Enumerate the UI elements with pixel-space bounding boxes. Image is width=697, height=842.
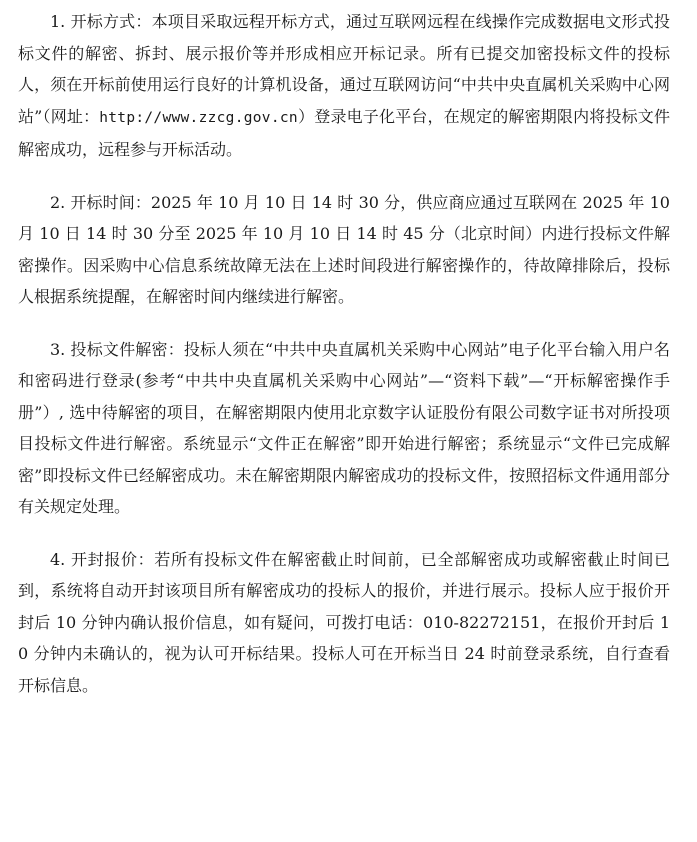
paragraph-3-text: 投标文件解密：投标人须在“中共中央直属机关采购中心网站”电子化平台输入用户名和密码进行登录(参考“中共中央直属机关采购中心网站”—“资料下载”—“开标解密操作手册”）, 选中待解密的项目，在解密期限内使用北京数字认证股份有限公司数字证书对所投项目投标文件进行解密。系统显示“文件正在解密”即开始进行解密；系统显示“文件已完成解密”即投标文件已经解密成功。未在解密期限内解密成功的投标文件，按照招标文件通用部分有关规定处理。 (18, 339, 670, 516)
paragraph-1-text-before: 开标方式：本项目采取远程开标方式，通过互联网远程在线操作完成数据电文形式投标文件的解密、拆封、展示报价等并形成相应开标记录。所有已提交加密投标文件的投标人，须在开标前使用运行良好的计算机设备，通过互联网访问“中共中央直属机关采购中心网站”（网址： (18, 12, 670, 126)
paragraph-1-text-after: ）登录电子化平台，在规定的解密期限内将投标文件解密成功，远程参与开标活动。 (18, 106, 670, 159)
paragraph-4-text: 开封报价：若所有投标文件在解密截止时间前，已全部解密成功或解密截止时间已到，系统将自动开封该项目所有解密成功的投标人的报价，并进行展示。投标人应于报价开封后 10 分钟内确认报价信息，如有疑问，可拨打电话：010-82272151，在报价开封后 10 分钟内未确认的，视为认可开标结果。投标人可在开标当日 24 时前登录系统，自行查看开标信息。 (18, 549, 670, 695)
document-body (18, 6, 670, 701)
paragraph-2-number: 2. (50, 192, 66, 212)
paragraph-2 (18, 187, 670, 313)
paragraph-3-number: 3. (50, 339, 66, 359)
paragraph-4 (18, 544, 670, 702)
paragraph-3 (18, 334, 670, 523)
paragraph-2-text: 开标时间：2025 年 10 月 10 日 14 时 30 分，供应商应通过互联网在 2025 年 10 月 10 日 14 时 30 分至 2025 年 10 月 10 日 14 时 45 分（北京时间）内进行投标文件解密操作。因采购中心信息系统故障无法在上述时间段进行解密操作的，待故障排除后，投标人根据系统提醒，在解密时间内继续进行解密。 (18, 192, 670, 306)
website-url: http://www.zzcg.gov.cn (99, 109, 298, 126)
paragraph-4-number: 4. (50, 549, 66, 569)
paragraph-1-number: 1. (50, 12, 66, 31)
paragraph-1 (18, 6, 670, 166)
